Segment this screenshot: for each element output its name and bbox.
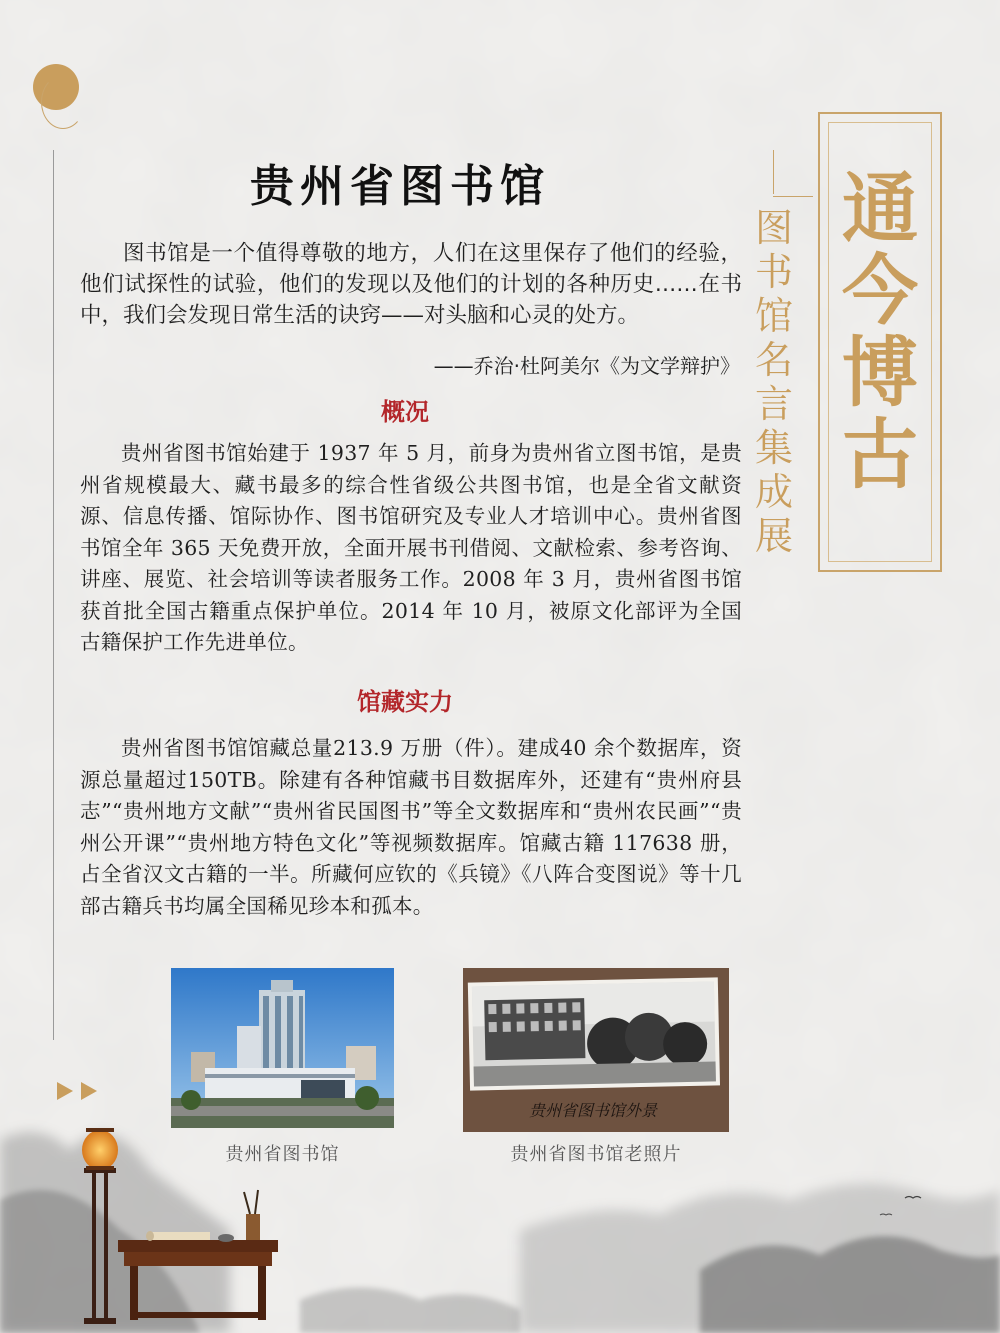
double-arrow-icon — [55, 1078, 105, 1104]
left-vertical-rule — [53, 150, 54, 1040]
subtitle-char: 书 — [754, 250, 793, 294]
banner-char: 古 — [842, 410, 918, 499]
banner-char: 今 — [842, 246, 918, 335]
page-title: 贵州省图书馆 — [250, 161, 550, 212]
photo-caption: 贵州省图书馆 — [225, 1144, 340, 1165]
library-building-photo — [171, 968, 394, 1128]
subtitle-char: 馆 — [754, 294, 793, 338]
banner-subtitle — [752, 206, 796, 558]
section-heading-collection: 馆藏实力 — [357, 687, 453, 716]
subtitle-char: 集 — [754, 426, 793, 470]
subtitle-char: 名 — [754, 338, 793, 382]
old-library-photo — [463, 968, 729, 1132]
section-heading-overview: 概况 — [381, 397, 429, 426]
quote-attribution: ——乔治·杜阿美尔《为文学辩护》 — [433, 354, 740, 378]
banner-main-title — [840, 164, 920, 499]
section-body-overview: 贵州省图书馆始建于 1937 年 5 月，前身为贵州省立图书馆，是贵州省规模最大、藏书最多的综合性省级公共图书馆，也是全省文献资源、信息传播、馆际协作、图书馆研究及专业人才培训中心。贵州省图书馆全年 365 天免费开放，全面开展书刊借阅、文献检索、参考咨询、讲座、展览、社会培训等读者服务工作。2008 年 3 月，贵州省图书馆获首批全国古籍重点保护单位。2014 年 10 月，被原文化部评为全国古籍保护工作先进单位。 — [80, 441, 742, 654]
photo-caption: 贵州省图书馆老照片 — [510, 1144, 682, 1165]
photo-inscription: 贵州省图书馆外景 — [528, 1101, 658, 1120]
banner-sub-rule-horizontal — [773, 196, 813, 197]
subtitle-char: 成 — [754, 470, 793, 514]
banner-char: 通 — [842, 164, 918, 253]
banner-char: 博 — [842, 328, 918, 417]
subtitle-char: 言 — [754, 382, 793, 426]
section-body-collection: 贵州省图书馆馆藏总量213.9 万册（件）。建成40 余个数据库，资源总量超过150TB。除建有各种馆藏书目数据库外，还建有“贵州府县志”“贵州地方文献”“贵州省民国图书”等全文数据库和“贵州农民画”“贵州公开课”“贵州地方特色文化”等视频数据库。馆藏古籍 117638 册，占全省汉文古籍的一半。所藏何应钦的《兵镜》《八阵合变图说》等十几部古籍兵书均属全国稀见珍本和孤本。 — [80, 736, 742, 918]
subtitle-char: 展 — [754, 514, 793, 558]
quote-text: 图书馆是一个值得尊敬的地方，人们在这里保存了他们的经验，他们试探性的试验，他们的发现以及他们的计划的各种历史……在书中，我们会发现日常生活的诀窍——对头脑和心灵的处方。 — [80, 241, 742, 328]
sun-ring-arc — [41, 75, 85, 129]
banner-sub-rule — [773, 150, 774, 194]
subtitle-char: 图 — [754, 206, 793, 250]
